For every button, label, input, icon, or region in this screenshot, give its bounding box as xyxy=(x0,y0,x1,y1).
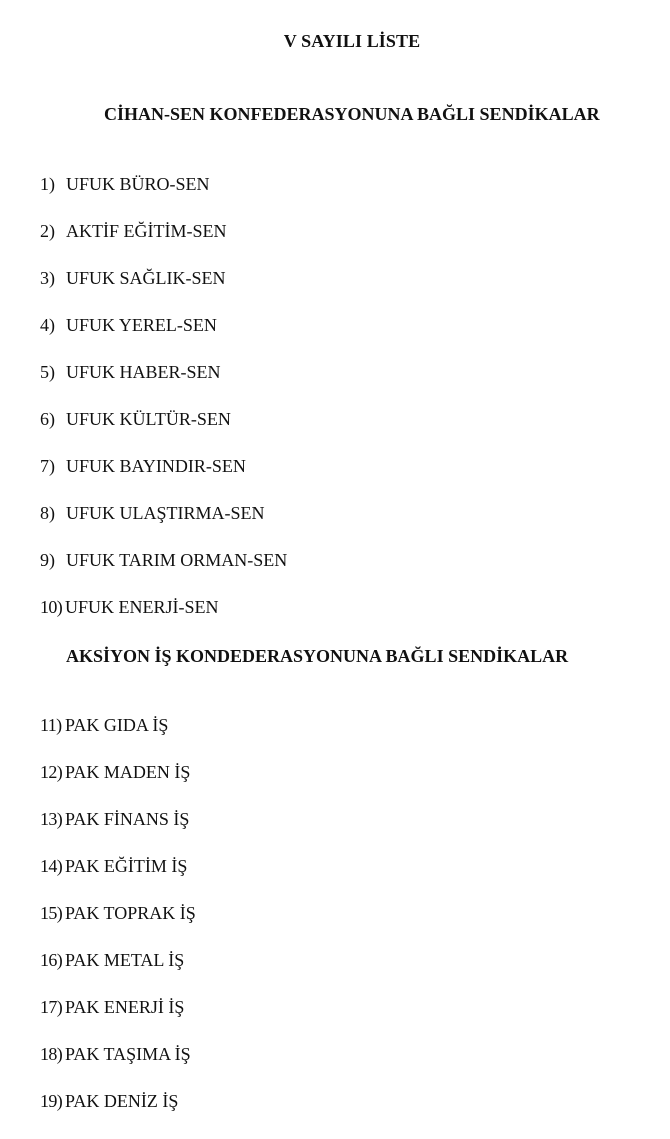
list-item-name: PAK DENİZ İŞ xyxy=(65,1091,179,1111)
list-item-name: UFUK SAĞLIK-SEN xyxy=(66,268,226,288)
list-item-name: PAK TAŞIMA İŞ xyxy=(65,1044,191,1064)
list-item-number: 19) xyxy=(40,1091,63,1111)
list-item-name: AKTİF EĞİTİM-SEN xyxy=(66,221,227,241)
list-item xyxy=(40,174,287,221)
list-item-name: PAK METAL İŞ xyxy=(65,950,185,970)
list-item-number: 18) xyxy=(40,1044,63,1064)
list-item-number: 2) xyxy=(40,221,55,241)
list-item-number: 1) xyxy=(40,174,55,194)
list-item-name: UFUK BAYINDIR-SEN xyxy=(66,456,246,476)
list-item-number: 6) xyxy=(40,409,55,429)
list-item xyxy=(40,315,287,362)
list-item-number: 5) xyxy=(40,362,55,382)
list-item xyxy=(40,1091,196,1138)
list-item-name: PAK GIDA İŞ xyxy=(65,715,169,735)
list-item-number: 8) xyxy=(40,503,55,523)
list-item-number: 10) xyxy=(40,597,63,617)
list-item-number: 17) xyxy=(40,997,63,1017)
section-heading-cihan-sen: CİHAN-SEN KONFEDERASYONUNA BAĞLI SENDİKALAR xyxy=(104,104,600,124)
list-item xyxy=(40,550,287,597)
list-item xyxy=(40,762,196,809)
list-item-name: UFUK HABER-SEN xyxy=(66,362,221,382)
list-item xyxy=(40,503,287,550)
list-item xyxy=(40,268,287,315)
list-item-name: PAK MADEN İŞ xyxy=(65,762,191,782)
list-item-number: 4) xyxy=(40,315,55,335)
list-item-number: 9) xyxy=(40,550,55,570)
list-item xyxy=(40,362,287,409)
list-aksiyon-is-unions xyxy=(40,715,196,1138)
page-title: V SAYILI LİSTE xyxy=(283,31,421,51)
list-item-name: UFUK KÜLTÜR-SEN xyxy=(66,409,231,429)
list-item-name: UFUK ENERJİ-SEN xyxy=(65,597,219,617)
list-item xyxy=(40,597,287,644)
list-item xyxy=(40,856,196,903)
list-item-number: 13) xyxy=(40,809,63,829)
list-item xyxy=(40,715,196,762)
list-item-name: UFUK BÜRO-SEN xyxy=(66,174,210,194)
list-item xyxy=(40,456,287,503)
list-item xyxy=(40,950,196,997)
list-item-number: 3) xyxy=(40,268,55,288)
list-item-number: 16) xyxy=(40,950,63,970)
list-item-name: PAK FİNANS İŞ xyxy=(65,809,190,829)
list-item xyxy=(40,409,287,456)
list-item-name: UFUK ULAŞTIRMA-SEN xyxy=(66,503,265,523)
list-item-number: 12) xyxy=(40,762,63,782)
list-item-number: 14) xyxy=(40,856,63,876)
list-item-name: PAK ENERJİ İŞ xyxy=(65,997,185,1017)
list-item-name: UFUK YEREL-SEN xyxy=(66,315,217,335)
list-item xyxy=(40,903,196,950)
list-item xyxy=(40,1044,196,1091)
list-cihan-sen-unions xyxy=(40,174,287,644)
list-item-number: 7) xyxy=(40,456,55,476)
list-item-number: 11) xyxy=(40,715,62,735)
list-item-name: PAK TOPRAK İŞ xyxy=(65,903,196,923)
section-heading-aksiyon-is: AKSİYON İŞ KONDEDERASYONUNA BAĞLI SENDİKALAR xyxy=(66,646,569,666)
list-item-name: PAK EĞİTİM İŞ xyxy=(65,856,188,876)
list-item-number: 15) xyxy=(40,903,63,923)
list-item xyxy=(40,221,287,268)
list-item xyxy=(40,809,196,856)
list-item xyxy=(40,997,196,1044)
list-item-name: UFUK TARIM ORMAN-SEN xyxy=(66,550,288,570)
